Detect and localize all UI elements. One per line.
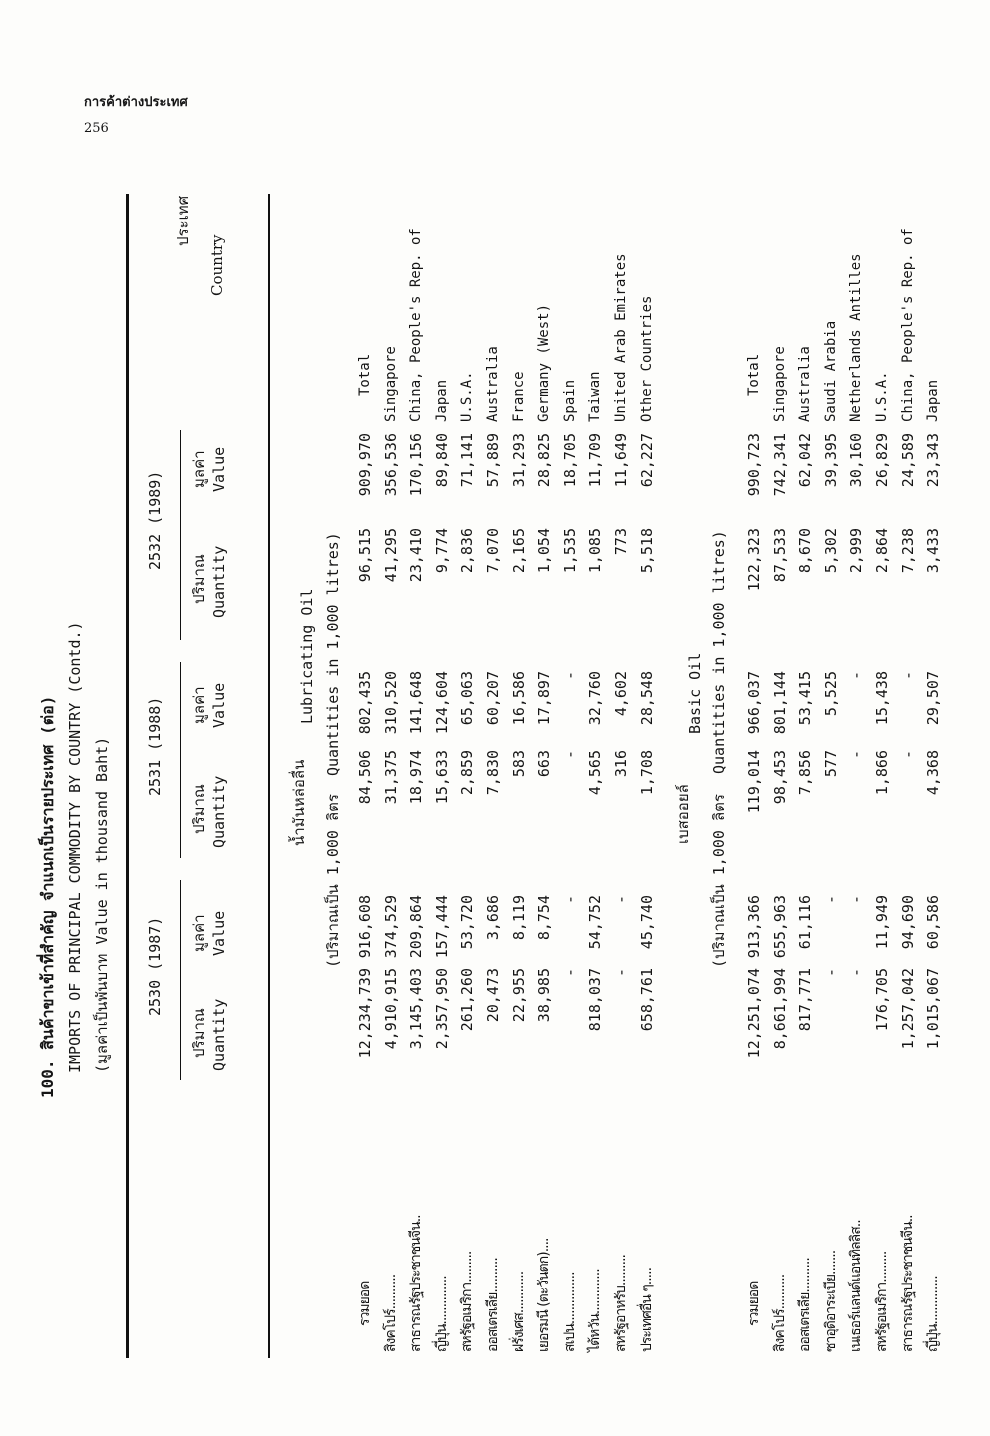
section-name-th-basic: เบสออยล์ xyxy=(674,784,692,844)
cell-v89: 89,840 xyxy=(432,433,451,488)
cell-q89: 87,533 xyxy=(770,528,789,583)
cell-q88: 119,014 xyxy=(745,750,763,814)
row-label-english: U.S.A. xyxy=(874,371,890,422)
cell-q89: 1,085 xyxy=(586,528,605,574)
cell-q88: 4,565 xyxy=(586,750,605,796)
row-label-thai: รวมยอด xyxy=(357,1281,373,1326)
row-label-thai: ไต้หวัน............. xyxy=(587,1269,604,1352)
cell-v87: - xyxy=(560,895,579,905)
row-label-thai: รวมยอด xyxy=(746,1281,762,1326)
cell-v89: 742,341 xyxy=(770,433,789,497)
cell-q89: 41,295 xyxy=(381,528,400,583)
cell-v89: 31,293 xyxy=(509,433,528,488)
cell-v89: 39,395 xyxy=(821,433,840,488)
row-label-thai: สาธารณรัฐประชาชนจีน.. xyxy=(899,1215,916,1352)
cell-v89: 18,705 xyxy=(560,433,579,488)
cell-v88: 966,037 xyxy=(745,671,763,735)
year-header-1987: 2530 (1987) xyxy=(146,916,164,1016)
cell-q89: 3,433 xyxy=(924,528,943,574)
cell-v88: 15,438 xyxy=(873,671,891,726)
row-label-thai: ฝรั่งเศส............ xyxy=(510,1271,527,1352)
val-header-th-1988: มูลค่า xyxy=(190,686,208,724)
cell-q88: 4,368 xyxy=(924,750,943,796)
cell-v88: - xyxy=(898,671,917,681)
cell-q88: 316 xyxy=(612,750,630,778)
col-header-country-th: ประเทศ xyxy=(174,195,192,246)
qty-header-en-1989: Quantity xyxy=(210,545,228,618)
running-header: การค้าต่างประเทศ xyxy=(84,95,188,110)
cell-q87: 20,473 xyxy=(484,968,502,1023)
cell-q89: 122,323 xyxy=(745,528,763,592)
qty-header-th-1988: ปริมาณ xyxy=(190,784,208,834)
qty-header-th-1989: ปริมาณ xyxy=(190,554,208,604)
cell-v88: 29,507 xyxy=(924,671,943,726)
row-label-thai: ออสเตรเลีย.......... xyxy=(485,1258,501,1352)
cell-v87: 45,740 xyxy=(637,895,656,950)
cell-q89: 5,518 xyxy=(637,528,656,574)
row-label-thai: สาธารณรัฐประชาชนจีน.. xyxy=(408,1215,425,1352)
cell-q89: 23,410 xyxy=(407,528,426,583)
cell-v88: 16,586 xyxy=(509,671,528,726)
cell-v87: 913,366 xyxy=(745,895,763,959)
cell-q88: 7,856 xyxy=(796,750,815,796)
row-label-thai: สิงคโปร์.......... xyxy=(771,1274,788,1352)
cell-q87: 8,661,994 xyxy=(770,968,789,1050)
cell-v89: 62,227 xyxy=(637,433,656,488)
cell-q89: 2,165 xyxy=(509,528,528,574)
year-rule-1989 xyxy=(180,430,181,640)
cell-q89: 8,670 xyxy=(796,528,815,574)
cell-q87: 4,910,915 xyxy=(381,968,400,1050)
cell-v89: 62,042 xyxy=(796,433,815,488)
row-label-english: France xyxy=(510,371,527,422)
cell-v88: 124,604 xyxy=(432,671,451,735)
row-label-thai: สหรัฐอเมริกา......... xyxy=(874,1251,890,1352)
cell-q87: 12,234,739 xyxy=(356,968,374,1059)
cell-v89: 909,970 xyxy=(356,433,374,497)
cell-v87: - xyxy=(847,895,866,905)
cell-v88: 60,207 xyxy=(484,671,502,726)
cell-v87: 916,608 xyxy=(356,895,374,959)
cell-q87: - xyxy=(612,968,630,978)
row-label-english: Taiwan xyxy=(587,371,604,422)
cell-q87: - xyxy=(821,968,840,978)
cell-v89: 26,829 xyxy=(873,433,891,488)
cell-q87: 22,955 xyxy=(509,968,528,1023)
cell-v88: 4,602 xyxy=(612,671,630,717)
cell-q87: - xyxy=(560,968,579,978)
cell-q88: 7,830 xyxy=(484,750,502,796)
table-units: (มูลค่าเป็นพันบาท Value in thousand Baht) xyxy=(93,736,111,1073)
row-label-english: Spain xyxy=(561,379,578,422)
section-unit-th-lubricating: (ปริมาณเป็น 1,000 ลิตร xyxy=(324,794,342,968)
top-rule xyxy=(126,194,129,1358)
row-label-english: Netherlands Antilles xyxy=(848,253,865,422)
year-header-1988: 2531 (1988) xyxy=(146,696,164,796)
section-name-en-lubricating: Lubricating Oil xyxy=(298,588,316,724)
cell-q88: 98,453 xyxy=(770,750,789,805)
cell-q87: 2,357,950 xyxy=(432,968,451,1050)
val-header-en-1988: Value xyxy=(210,682,228,728)
year-rule-1987 xyxy=(180,880,181,1080)
cell-q88: - xyxy=(847,750,866,760)
cell-v89: 170,156 xyxy=(407,433,426,497)
row-label-thai: สหรัฐอาหรับ......... xyxy=(613,1255,629,1352)
table-title-thai: 100. สินค้าขาเข้าที่สำคัญ จำแนกเป็นรายประเทศ (ต่อ) xyxy=(38,695,57,1098)
cell-v88: 65,063 xyxy=(458,671,477,726)
cell-q87: 12,251,074 xyxy=(745,968,763,1059)
cell-q87: 818,037 xyxy=(586,968,605,1032)
cell-q87: 176,705 xyxy=(873,968,891,1032)
year-rule-1988 xyxy=(180,662,181,858)
cell-v87: - xyxy=(612,895,630,905)
cell-q88: 583 xyxy=(509,750,528,778)
cell-q89: 7,238 xyxy=(898,528,917,574)
cell-q89: 9,774 xyxy=(432,528,451,574)
year-header-1989: 2532 (1989) xyxy=(146,470,164,570)
cell-v87: 374,529 xyxy=(381,895,400,959)
cell-v87: 54,752 xyxy=(586,895,605,950)
row-label-english: Japan xyxy=(925,379,942,422)
page-number: 256 xyxy=(84,121,109,136)
val-header-en-1989: Value xyxy=(210,446,228,492)
cell-v87: 60,586 xyxy=(924,895,943,950)
row-label-english: United Arab Emirates xyxy=(613,253,629,422)
cell-q89: 5,302 xyxy=(821,528,840,574)
cell-q89: 1,054 xyxy=(535,528,554,574)
cell-q89: 2,836 xyxy=(458,528,477,574)
row-label-english: Australia xyxy=(797,346,814,422)
cell-v89: 28,825 xyxy=(535,433,554,488)
cell-q89: 7,070 xyxy=(484,528,502,574)
row-label-thai: เยอรมนี (ตะวันตก).... xyxy=(536,1238,553,1352)
cell-v88: - xyxy=(847,671,866,681)
cell-v88: 802,435 xyxy=(356,671,374,735)
cell-v89: 30,160 xyxy=(847,433,866,488)
cell-q88: 18,974 xyxy=(407,750,426,805)
cell-v87: 8,754 xyxy=(535,895,554,941)
cell-q89: 773 xyxy=(612,528,630,556)
cell-v89: 71,141 xyxy=(458,433,477,488)
row-label-english: Australia xyxy=(485,346,501,422)
row-label-english: Other Countries xyxy=(638,295,655,422)
cell-v87: 8,119 xyxy=(509,895,528,941)
row-label-thai: ออสเตรเลีย.......... xyxy=(797,1258,814,1352)
cell-v88: 141,648 xyxy=(407,671,426,735)
cell-q87: 1,257,042 xyxy=(898,968,917,1050)
row-label-english: Saudi Arabia xyxy=(822,320,839,422)
row-label-english: U.S.A. xyxy=(459,371,476,422)
cell-v89: 24,589 xyxy=(898,433,917,488)
cell-q88: - xyxy=(898,750,917,760)
cell-q89: 2,864 xyxy=(873,528,891,574)
cell-v88: 5,525 xyxy=(821,671,840,717)
cell-v87: 209,864 xyxy=(407,895,426,959)
cell-q88: 15,633 xyxy=(432,750,451,805)
val-header-th-1989: มูลค่า xyxy=(190,450,208,488)
row-label-thai: ญี่ปุ่น.............. xyxy=(433,1276,450,1352)
row-label-thai: สเปน............... xyxy=(561,1272,578,1352)
cell-q87: 38,985 xyxy=(535,968,554,1023)
cell-q87: 261,260 xyxy=(458,968,477,1032)
row-label-english: China, People's Rep. of xyxy=(899,228,916,422)
row-label-english: Total xyxy=(357,353,373,396)
section-unit-en-basic: Quantities in 1,000 litres) xyxy=(710,530,728,774)
row-label-thai: สิงคโปร์.......... xyxy=(382,1274,399,1352)
section-name-en-basic: Basic Oil xyxy=(686,652,704,734)
cell-v87: 11,949 xyxy=(873,895,891,950)
cell-v89: 11,709 xyxy=(586,433,605,488)
cell-v89: 990,723 xyxy=(745,433,763,497)
cell-q88: - xyxy=(560,750,579,760)
cell-q87: 817,771 xyxy=(796,968,815,1032)
row-label-thai: สหรัฐอเมริกา......... xyxy=(459,1251,476,1352)
cell-v88: 32,760 xyxy=(586,671,605,726)
cell-q87: 3,145,403 xyxy=(407,968,426,1050)
cell-v88: 310,520 xyxy=(381,671,400,735)
row-label-english: Singapore xyxy=(771,346,788,422)
cell-v87: - xyxy=(821,895,840,905)
cell-q88: 2,859 xyxy=(458,750,477,796)
row-label-thai: ประเทศอื่น ๆ..... xyxy=(638,1267,655,1352)
row-label-english: China, People's Rep. of xyxy=(408,228,425,422)
cell-v89: 356,536 xyxy=(381,433,400,497)
cell-q88: 31,375 xyxy=(381,750,400,805)
cell-v89: 57,889 xyxy=(484,433,502,488)
cell-v88: 53,415 xyxy=(796,671,815,726)
cell-v88: 17,897 xyxy=(535,671,554,726)
cell-q87: 658,761 xyxy=(637,968,656,1032)
qty-header-en-1987: Quantity xyxy=(210,998,228,1071)
row-label-english: Singapore xyxy=(382,346,399,422)
qty-header-th-1987: ปริมาณ xyxy=(190,1008,208,1058)
cell-v89: 23,343 xyxy=(924,433,943,488)
row-label-english: Germany (West) xyxy=(536,303,553,422)
cell-q89: 2,999 xyxy=(847,528,866,574)
row-label-english: Japan xyxy=(433,379,450,422)
cell-v87: 655,963 xyxy=(770,895,789,959)
cell-q88: 577 xyxy=(821,750,840,778)
cell-q88: 1,866 xyxy=(873,750,891,796)
cell-q87: - xyxy=(847,968,866,978)
cell-v87: 61,116 xyxy=(796,895,815,950)
cell-q88: 663 xyxy=(535,750,554,778)
cell-v89: 11,649 xyxy=(612,433,630,488)
row-label-thai: ซาอุดิอาระเบีย....... xyxy=(822,1250,839,1352)
table-title-english: IMPORTS OF PRINCIPAL COMMODITY BY COUNTRY (Contd.) xyxy=(66,621,84,1073)
val-header-th-1987: มูลค่า xyxy=(190,914,208,952)
val-header-en-1987: Value xyxy=(210,910,228,956)
row-label-thai: เนเธอร์แลนด์แอนทิลลิส.. xyxy=(848,1220,865,1352)
cell-q88: 1,708 xyxy=(637,750,656,796)
section-unit-en-lubricating: Quantities in 1,000 litres) xyxy=(324,532,342,776)
row-label-thai: ญี่ปุ่น.............. xyxy=(925,1276,942,1352)
cell-v87: 53,720 xyxy=(458,895,477,950)
cell-v87: 157,444 xyxy=(432,895,451,959)
section-unit-th-basic: (ปริมาณเป็น 1,000 ลิตร xyxy=(710,794,728,968)
cell-q88: 84,506 xyxy=(356,750,374,805)
cell-v88: - xyxy=(560,671,579,681)
cell-q87: 1,015,067 xyxy=(924,968,943,1050)
cell-q89: 1,535 xyxy=(560,528,579,574)
header-rule xyxy=(268,194,270,1358)
col-header-country-en: Country xyxy=(208,234,226,296)
cell-v88: 801,144 xyxy=(770,671,789,735)
cell-v87: 3,686 xyxy=(484,895,502,941)
cell-v87: 94,690 xyxy=(898,895,917,950)
qty-header-en-1988: Quantity xyxy=(210,775,228,848)
cell-q89: 96,515 xyxy=(356,528,374,583)
row-label-english: Total xyxy=(746,353,762,396)
section-name-th-lubricating: น้ำมันหล่อลื่น xyxy=(290,759,308,846)
cell-v88: 28,548 xyxy=(637,671,656,726)
